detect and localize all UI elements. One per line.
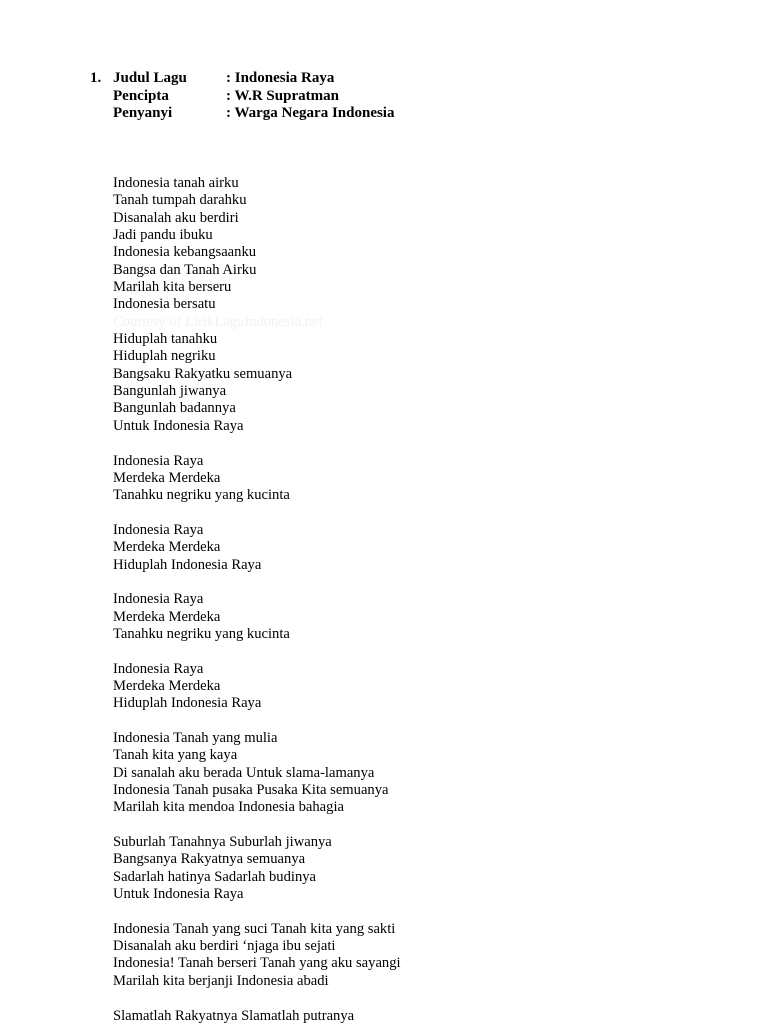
lyric-line: Indonesia Raya bbox=[113, 521, 204, 538]
lyric-line: Untuk Indonesia Raya bbox=[113, 886, 244, 903]
lyric-line: Indonesia Raya bbox=[113, 660, 204, 677]
lyric-line: Bangsaku Rakyatku semuanya bbox=[113, 365, 293, 382]
stanza-gap bbox=[113, 903, 401, 920]
lyric-line: Jadi pandu ibuku bbox=[113, 227, 213, 244]
lyric-line: Indonesia tanah airku bbox=[113, 175, 239, 191]
lyric-line: Merdeka Merdeka bbox=[113, 539, 221, 556]
lyrics-body bbox=[113, 175, 401, 1025]
lyric-line: Bangsa dan Tanah Airku bbox=[113, 261, 257, 278]
lyric-line: Tanahku negriku yang kucinta bbox=[113, 487, 290, 504]
lyric-line: Merdeka Merdeka bbox=[113, 677, 221, 694]
song-info-header bbox=[90, 70, 394, 123]
lyric-line: Marilah kita mendoa Indonesia bahagia bbox=[113, 799, 344, 816]
lyric-line: Disanalah aku berdiri bbox=[113, 209, 239, 226]
lyric-line: Bangunlah jiwanya bbox=[113, 383, 227, 400]
stanza-gap bbox=[113, 990, 401, 1007]
title-value: : Indonesia Raya bbox=[226, 70, 335, 86]
lyric-line: Merdeka Merdeka bbox=[113, 469, 221, 486]
lyric-line: Indonesia! Tanah berseri Tanah yang aku sayangi bbox=[113, 955, 401, 972]
lyric-line: Sadarlah hatinya Sadarlah budinya bbox=[113, 868, 317, 885]
lyric-line: Marilah kita berjanji Indonesia abadi bbox=[113, 972, 329, 989]
lyric-line: Disanalah aku berdiri ‘njaga ibu sejati bbox=[113, 938, 336, 955]
song-composer-row bbox=[90, 88, 394, 106]
stanza-gap bbox=[113, 713, 401, 730]
lyric-line: Indonesia kebangsaanku bbox=[113, 244, 257, 261]
lyric-line: Hiduplah Indonesia Raya bbox=[113, 556, 262, 573]
lyric-line: Hiduplah tanahku bbox=[113, 331, 218, 348]
lyric-line: Bangunlah badannya bbox=[113, 400, 236, 417]
composer-value: : W.R Supratman bbox=[226, 87, 339, 104]
lyric-line: Indonesia Raya bbox=[113, 452, 204, 469]
lyric-line: Tanahku negriku yang kucinta bbox=[113, 625, 290, 642]
stanza-gap bbox=[113, 643, 401, 660]
lyric-line: Bangsanya Rakyatnya semuanya bbox=[113, 851, 306, 868]
title-label: Judul Lagu bbox=[113, 70, 187, 86]
lyric-line: Indonesia Tanah yang mulia bbox=[113, 730, 278, 746]
lyric-line: Suburlah Tanahnya Suburlah jiwanya bbox=[113, 834, 332, 851]
lyric-line: Marilah kita berseru bbox=[113, 279, 232, 296]
stanza-gap bbox=[113, 574, 401, 591]
lyric-line: Tanah kita yang kaya bbox=[113, 747, 238, 764]
song-singer-row bbox=[90, 105, 394, 123]
lyric-line: Untuk Indonesia Raya bbox=[113, 417, 244, 434]
composer-label: Pencipta bbox=[113, 87, 169, 104]
lyric-line: Indonesia Raya bbox=[113, 591, 204, 608]
stanza-gap bbox=[113, 817, 401, 834]
lyric-line: Tanah tumpah darahku bbox=[113, 192, 247, 209]
lyric-line: Hiduplah negriku bbox=[113, 348, 216, 365]
song-title-row bbox=[90, 70, 394, 88]
lyric-line: Indonesia bersatu bbox=[113, 296, 216, 313]
song-number: 1. bbox=[90, 70, 102, 86]
lyric-line: Hiduplah Indonesia Raya bbox=[113, 695, 262, 712]
singer-label: Penyanyi bbox=[113, 105, 173, 121]
lyric-line: Di sanalah aku berada Untuk slama-lamanya bbox=[113, 764, 375, 781]
watermark-text: Courtesy of LirikLaguIndonesia.net bbox=[113, 313, 323, 330]
singer-value: : Warga Negara Indonesia bbox=[226, 105, 395, 121]
lyric-line: Merdeka Merdeka bbox=[113, 608, 221, 625]
lyric-line: Indonesia Tanah pusaka Pusaka Kita semuanya bbox=[113, 782, 389, 799]
stanza-gap bbox=[113, 435, 401, 452]
lyric-line: Indonesia Tanah yang suci Tanah kita yang sakti bbox=[113, 920, 396, 937]
lyric-line: Slamatlah Rakyatnya Slamatlah putranya bbox=[113, 1007, 355, 1024]
stanza-gap bbox=[113, 505, 401, 522]
